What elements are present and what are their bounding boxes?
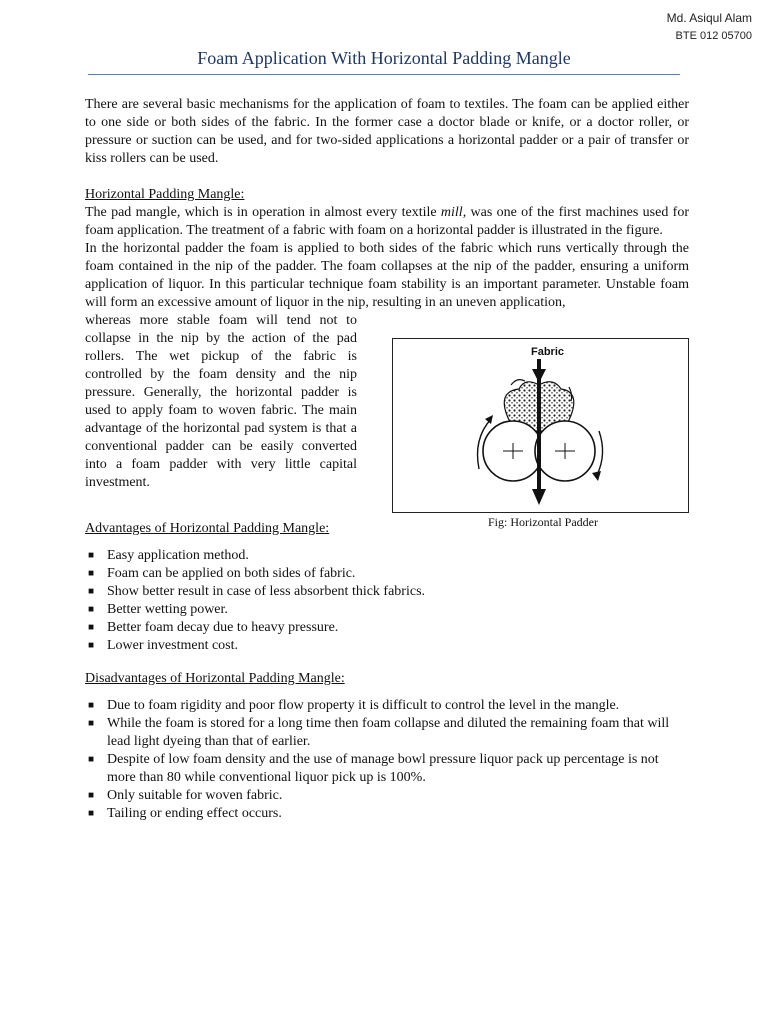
list-item — [85, 787, 689, 805]
bullet-icon: ■ — [88, 700, 95, 711]
disadvantage-text: Despite of low foam density and the use of manage bowl pressure liquor pack up percentage is not more than 80 while conventional liquor pick up is 100%. — [107, 752, 659, 785]
section-heading-horizontal-padding: Horizontal Padding Mangle: — [85, 187, 245, 202]
disadvantage-text: Due to foam rigidity and poor flow property it is difficult to control the level in the mangle. — [107, 698, 620, 713]
advantages-heading: Advantages of Horizontal Padding Mangle: — [85, 521, 330, 536]
bullet-icon: ■ — [88, 586, 95, 597]
list-item — [85, 751, 689, 787]
advantage-text: Foam can be applied on both sides of fabric. — [107, 566, 356, 581]
left-rotation-arrowhead — [485, 415, 493, 424]
advantage-text: Better wetting power. — [107, 602, 228, 617]
advantages-list — [85, 547, 689, 655]
horizontal-padder-figure — [392, 338, 689, 513]
bullet-icon: ■ — [88, 790, 95, 801]
disadvantages-section — [85, 670, 689, 823]
list-item — [85, 601, 689, 619]
page-title: Foam Application With Horizontal Padding Mangle — [197, 48, 571, 68]
padder-diagram — [393, 339, 688, 512]
disadvantage-text: While the foam is stored for a long time then foam collapse and diluted the remaining foam that will lead light dyeing than that of earlier. — [107, 716, 670, 749]
bullet-icon: ■ — [88, 604, 95, 615]
list-item — [85, 805, 689, 823]
section-paragraph-2: In the horizontal padder the foam is applied to both sides of the fabric which runs vertically through the foam contained in the nip of the padder. The foam collapses at the nip of the padder, ensuring a uniform application of liquor. In this particular technique foam stability is an important parameter. Unstable foam will form an excessive amount of liquor in the nip, resulting in an uneven application, — [85, 241, 689, 310]
intro-paragraph: There are several basic mechanisms for the application of foam to textiles. The foam can be applied either to one side or both sides of the fabric. In the former case a doctor blade or knife, or a doctor roller, or pressure or suction can be used, and for two-sided applications a horizontal padder or a pair of transfer or kiss rollers can be used. — [85, 97, 689, 166]
disadvantage-text: Tailing or ending effect occurs. — [107, 806, 282, 821]
bullet-icon: ■ — [88, 568, 95, 579]
right-rotation-arrow — [597, 431, 603, 475]
p1-text-before: The pad mangle, which is in operation in almost every textile — [85, 205, 441, 220]
bullet-icon: ■ — [88, 808, 95, 819]
disadvantages-heading: Disadvantages of Horizontal Padding Mangle: — [85, 671, 345, 686]
list-item — [85, 547, 689, 565]
bullet-icon: ■ — [88, 550, 95, 561]
bullet-icon: ■ — [88, 622, 95, 633]
section-paragraph-3: whereas more stable foam will tend not to collapse in the nip by the action of the pad rollers. The wet pickup of the fabric is controlled by the foam density and the nip pressure. Generally, the horizontal padder is used to apply foam to woven fabric. The main advantage of the horizontal pad system is that a conventional padder can be easily converted into a foam padder with very little capital investment. — [85, 313, 357, 490]
advantage-text: Lower investment cost. — [107, 638, 239, 653]
advantage-text: Show better result in case of less absorbent thick fabrics. — [107, 584, 426, 599]
figure-fabric-label: Fabric — [531, 346, 565, 358]
p1-text-italic: mill, — [440, 205, 467, 220]
bullet-icon: ■ — [88, 754, 95, 765]
right-rotation-arrowhead — [592, 471, 601, 481]
list-item — [85, 637, 689, 655]
list-item — [85, 583, 689, 601]
figure-caption: Fig: Horizontal Padder — [488, 515, 598, 529]
bullet-icon: ■ — [88, 640, 95, 651]
section-paragraph-1 — [85, 204, 689, 240]
disadvantages-list — [85, 697, 689, 823]
fabric-arrow-top — [532, 369, 546, 383]
title-underline — [88, 74, 680, 75]
bullet-icon: ■ — [88, 718, 95, 729]
author-id: BTE 012 05700 — [675, 30, 752, 42]
list-item — [85, 715, 689, 751]
list-item — [85, 565, 689, 583]
list-item — [85, 619, 689, 637]
author-name: Md. Asiqul Alam — [666, 11, 752, 25]
author-block — [667, 10, 752, 44]
advantage-text: Better foam decay due to heavy pressure. — [107, 620, 339, 635]
disadvantage-text: Only suitable for woven fabric. — [107, 788, 283, 803]
advantages-section — [85, 520, 689, 655]
fabric-arrow-bottom — [532, 489, 546, 505]
list-item — [85, 697, 689, 715]
advantage-text: Easy application method. — [107, 548, 249, 563]
p1-text-after: was one of the first machines used for foam application. The treatment of a fabric with foam on a horizontal padder is illustrated in the figure. — [85, 205, 689, 238]
